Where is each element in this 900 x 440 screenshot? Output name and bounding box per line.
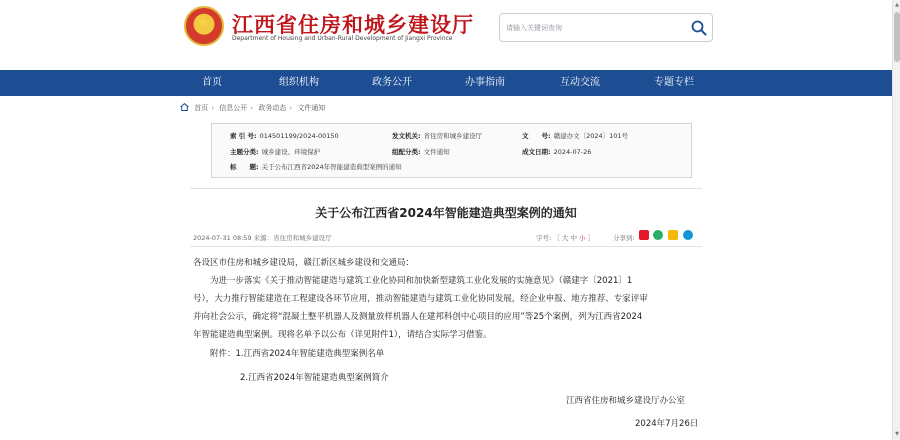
divider	[190, 188, 702, 189]
signature: 江西省住房和城乡建设厅办公室	[566, 396, 686, 406]
main-nav	[0, 70, 892, 96]
salutation: 各设区市住房和城乡建设局，赣江新区城乡建设和交通局：	[193, 258, 415, 268]
meta-issuer: 发文机关: 省住房和城乡建设厅	[392, 132, 483, 140]
scroll-thumb[interactable]	[894, 12, 900, 62]
font-size-bracket-open: ［	[553, 234, 560, 242]
header	[0, 0, 892, 70]
nav-item-organization[interactable]: 组织机构	[279, 77, 319, 88]
home-icon	[180, 103, 189, 111]
nav-item-home[interactable]: 首页	[202, 77, 222, 88]
paragraph-line: 年智能建造典型案例。现将名单予以公布（详见附件1），请结合实际学习借鉴。	[193, 330, 492, 340]
font-size-control	[536, 233, 594, 242]
nav-item-interaction[interactable]: 互动交流	[560, 77, 600, 88]
search-input[interactable]	[506, 20, 686, 36]
search-icon[interactable]	[690, 19, 708, 37]
font-size-label: 字号:	[536, 234, 552, 242]
site-subtitle: Department of Housing and Urban-Rural Development of Jiangxi Province	[232, 35, 453, 42]
scrollbar[interactable]	[892, 0, 900, 440]
nav-item-guide[interactable]: 办事指南	[465, 77, 505, 88]
document-meta-box	[211, 123, 692, 178]
paragraph-line: 为进一步落实《关于推动智能建造与建筑工业化协同和加快新型建筑工业化发展的实施意见》（赣建字〔2021〕1	[210, 276, 633, 286]
search-box	[499, 13, 713, 42]
attachment-2[interactable]: 2.江西省2024年智能建造典型案例简介	[240, 373, 389, 383]
weibo-icon[interactable]	[639, 230, 649, 240]
meta-date: 成文日期: 2024-07-26	[522, 148, 592, 156]
font-size-small[interactable]: 小	[579, 234, 586, 242]
article-title: 关于公布江西省2024年智能建造典型案例的通知	[315, 206, 577, 220]
breadcrumb: 首页 › 信息公开 › 政务动态 › 文件通知	[180, 103, 325, 113]
qzone-icon[interactable]	[668, 230, 678, 240]
attachment-1[interactable]: 附件：1.江西省2024年智能建造典型案例名单	[210, 349, 385, 359]
wechat-icon[interactable]	[653, 230, 663, 240]
paragraph-line: 并向社会公示，确定将“混凝土整平机器人及测量放样机器人在建邦科创中心项目的应用”等25个案例，列为江西省2024	[193, 312, 643, 322]
meta-docno: 文 号: 赣建办文〔2024〕101号	[522, 132, 629, 140]
share-label: 分享到:	[613, 234, 635, 242]
font-size-bracket-close: ］	[587, 234, 595, 242]
font-size-medium[interactable]: 中	[570, 234, 577, 242]
meta-topic: 主题分类: 城乡建设、环境保护	[230, 148, 321, 156]
nav-item-gov-open[interactable]: 政务公开	[372, 77, 412, 88]
scroll-up-icon[interactable]: ▲	[895, 2, 899, 8]
meta-genre: 组配分类: 文件通知	[392, 148, 450, 156]
meta-title: 标 题: 关于公布江西省2024年智能建造典型案例的通知	[230, 163, 402, 171]
paragraph-line: 号），大力推行智能建造在工程建设各环节应用，推动智能建造与建筑工业化协同发展，经企业申报、地方推荐、专家评审	[193, 294, 648, 304]
font-size-large[interactable]: 大	[561, 234, 569, 242]
sign-date: 2024年7月26日	[635, 419, 699, 429]
emblem-icon	[184, 6, 224, 46]
meta-index: 索 引 号: 014501199/2024-00150	[230, 132, 339, 140]
breadcrumb-info[interactable]: 信息公开	[219, 104, 248, 112]
article-info: 2024-07-31 08:59 来源：省住房和城乡建设厅	[193, 234, 332, 242]
breadcrumb-home[interactable]: 首页	[194, 104, 209, 112]
scroll-down-icon[interactable]: ▼	[895, 431, 899, 437]
qq-icon[interactable]	[683, 230, 693, 240]
breadcrumb-notices[interactable]: 文件通知	[297, 104, 326, 112]
site-title[interactable]: 江西省住房和城乡建设厅	[232, 13, 474, 37]
nav-item-special[interactable]: 专题专栏	[654, 77, 694, 88]
breadcrumb-news[interactable]: 政务动态	[258, 104, 287, 112]
divider-secondary	[190, 246, 702, 247]
